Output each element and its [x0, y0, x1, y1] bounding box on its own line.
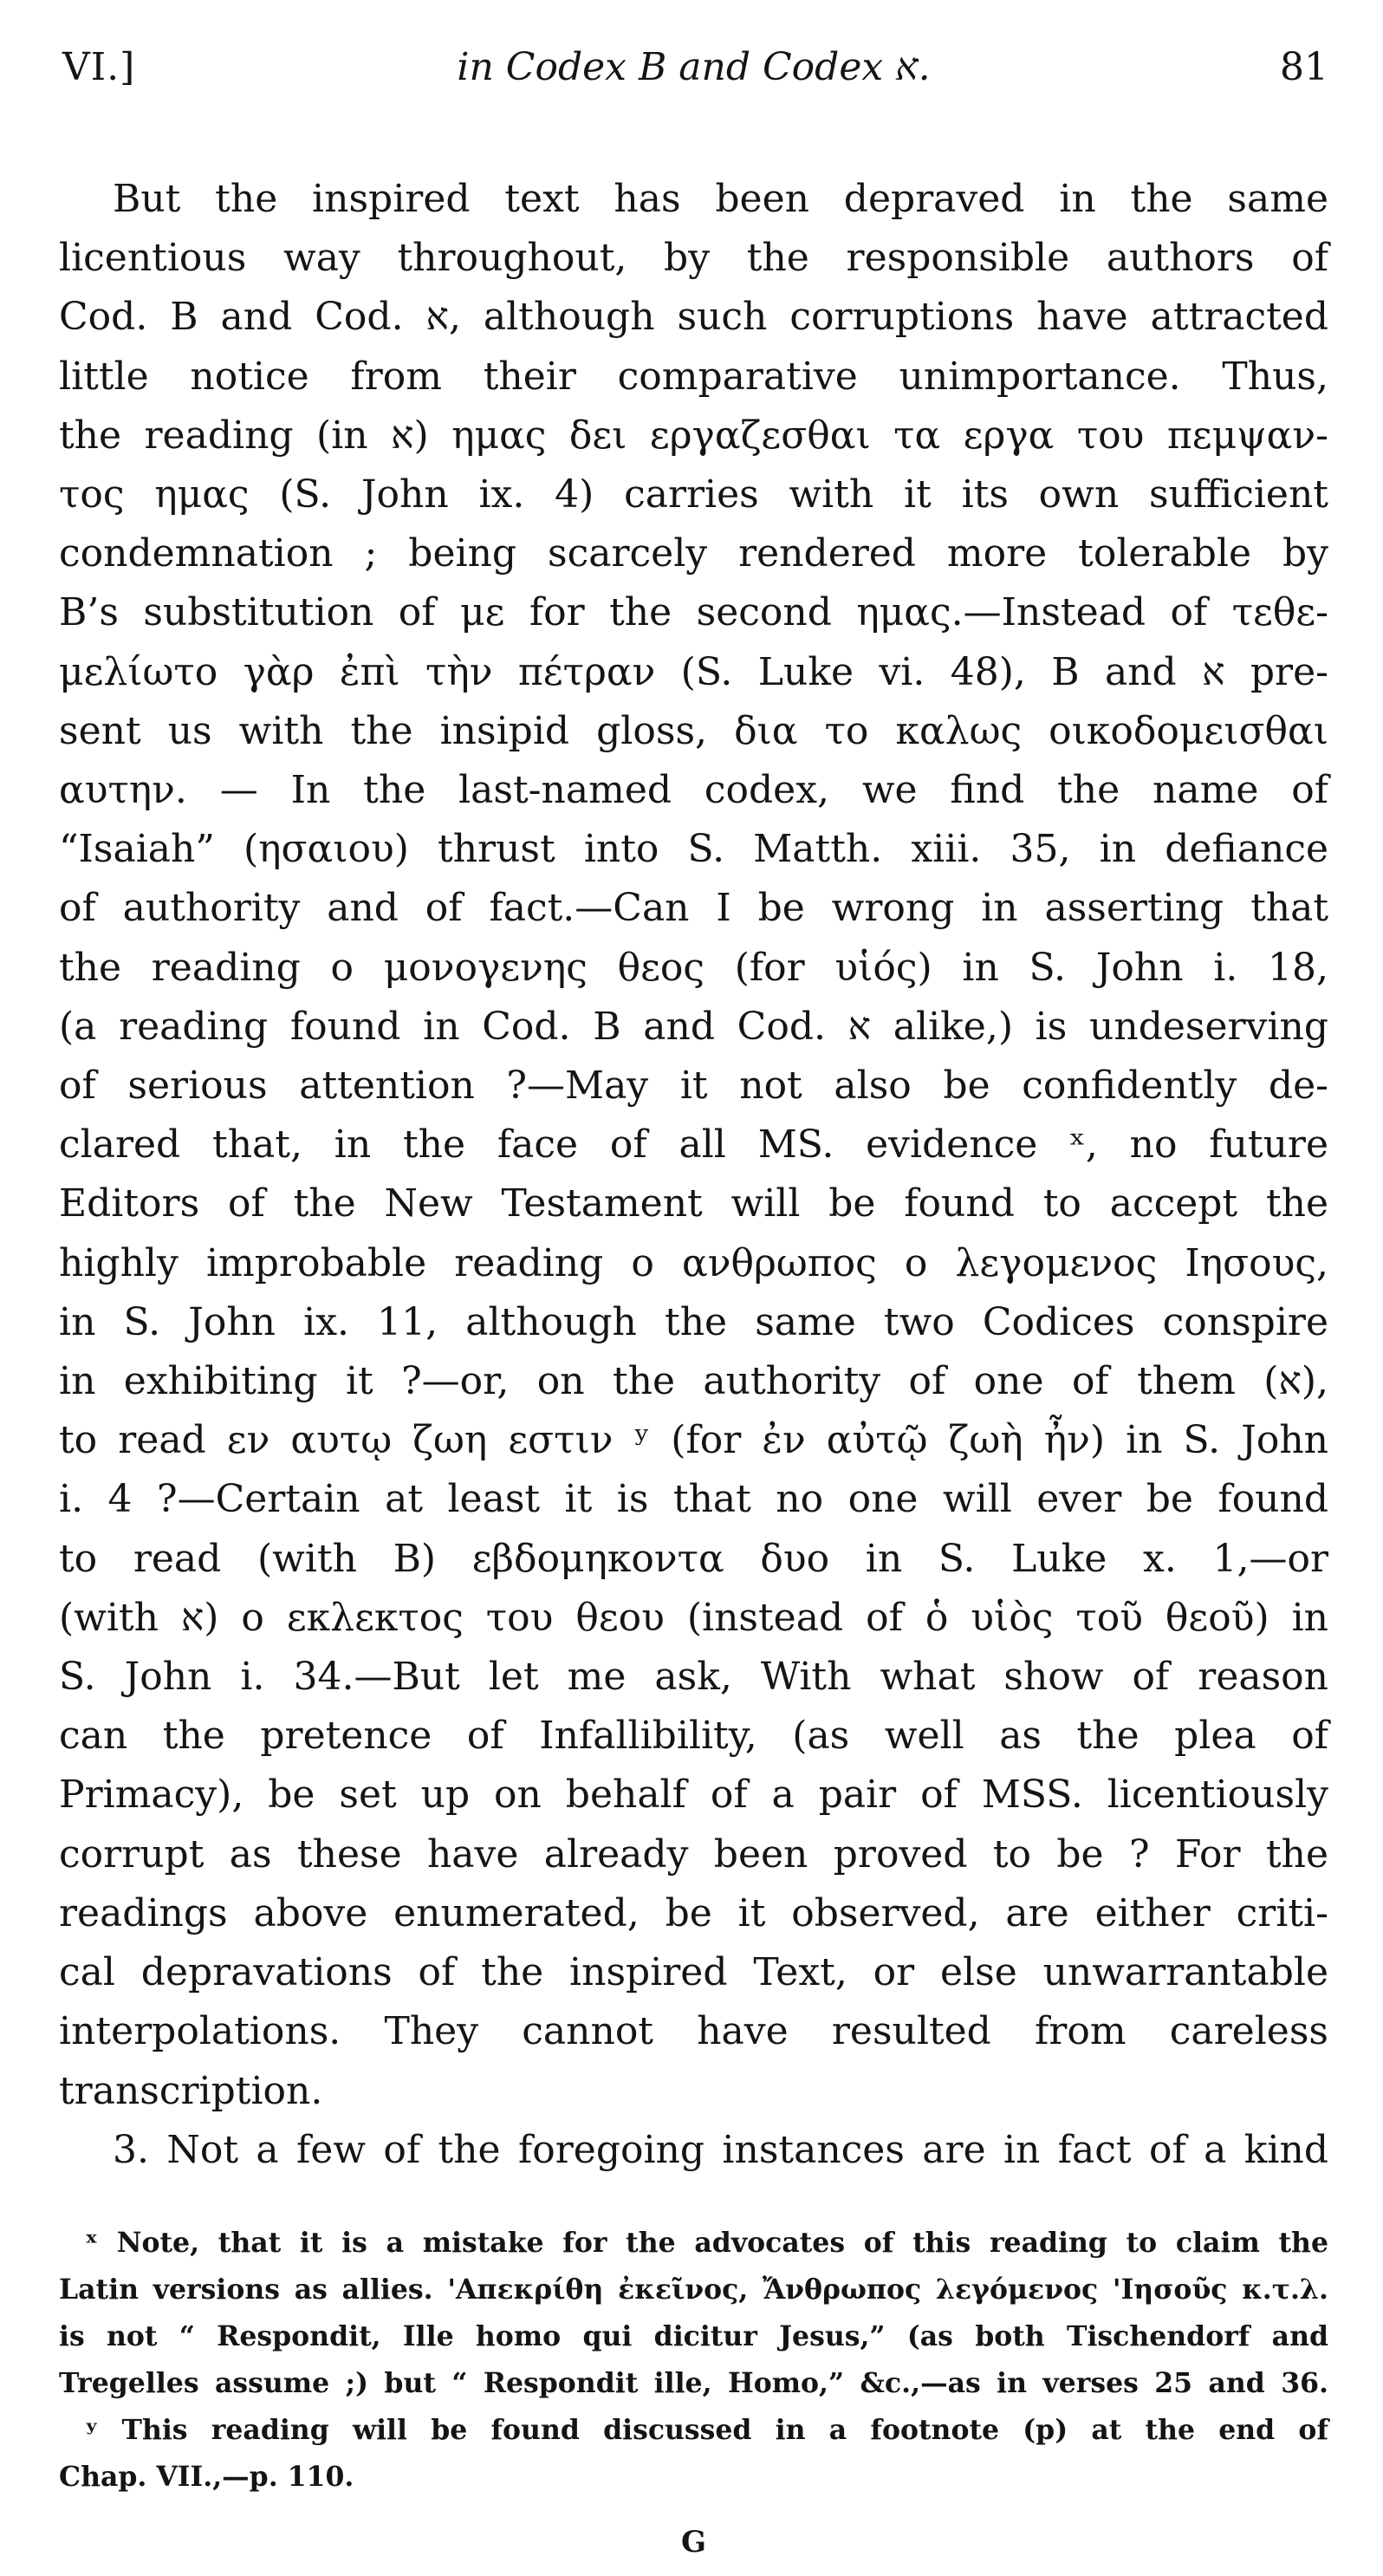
text-line: S. John i. 34.—But let me ask, With what show of reason [59, 1655, 1328, 1700]
page-number: 81 [1280, 45, 1328, 89]
signature-mark: G [680, 2524, 707, 2560]
text-line: “Isaiah” (ησαιου) thrust into S. Matth. xiii. 35, in defiance [59, 827, 1328, 872]
footnote-x-line: Latin versions as allies. 'Απεκρίθη ἐκεῖνος, Ἄνθρωπος λεγόμενος 'Ιησοῦς κ.τ.λ. [59, 2273, 1328, 2306]
running-title: in Codex B and Codex א. [457, 45, 931, 89]
text-line: readings above enumerated, be it observed, are either criti- [59, 1890, 1328, 1935]
text-line: i. 4 ?—Certain at least it is that no one will ever be found [59, 1477, 1328, 1522]
text-line: Editors of the New Testament will be found to accept the [59, 1181, 1328, 1226]
footnote-x-line: Tregelles assume ;) but “ Respondit ille, Homo,” &c.,—as in verses 25 and 36. [59, 2366, 1328, 2399]
text-line: can the pretence of Infallibility, (as well as the plea of [59, 1714, 1328, 1759]
running-head [59, 35, 1328, 101]
chapter-marker: VI.] [62, 45, 136, 89]
text-line: corrupt as these have already been proved to be ? For the [59, 1831, 1328, 1877]
text-line: sent us with the insipid gloss, δια το καλως οικοδομεισθαι [59, 708, 1328, 753]
text-line: highly improbable reading ο ανθρωπος ο λεγομενος Ιησους, [59, 1240, 1328, 1285]
footnote-y-line: Chap. VII.,—p. 110. [59, 2460, 354, 2493]
book-page [59, 35, 1328, 2560]
text-line: to read εν αυτῳ ζωη εστιν ʸ (for ἐν αὐτῷ ζωὴ ἦν) in S. John [59, 1418, 1328, 1463]
text-line: in S. John ix. 11, although the same two Codices conspire [59, 1299, 1328, 1344]
text-line: Cod. B and Cod. א, although such corruptions have attracted [59, 295, 1328, 340]
text-line: in exhibiting it ?—or, on the authority of one of them (א), [59, 1359, 1328, 1404]
text-line: the reading (in א) ημας δει εργαζεσθαι τα εργα του πεμψαν- [59, 413, 1329, 458]
text-line: little notice from their comparative unimportance. Thus, [59, 354, 1328, 399]
text-line: (a reading found in Cod. B and Cod. א alike,) is undeserving [59, 1004, 1328, 1049]
text-line: of serious attention ?—May it not also be confidently de- [59, 1064, 1328, 1109]
text-line: τος ημας (S. John ix. 4) carries with it its own sufficient [59, 472, 1328, 517]
text-line: licentious way throughout, by the responsible authors of [59, 236, 1328, 281]
text-line: to read (with B) εβδομηκοντα δυο in S. Luke x. 1,—or [59, 1536, 1328, 1581]
text-line: interpolations. They cannot have resulted from careless [59, 2009, 1328, 2054]
text-line: the reading ο μονογενης θεος (for υἱός) in S. John i. 18, [59, 945, 1328, 990]
text-line: But the inspired text has been depraved in the same [113, 177, 1328, 221]
text-line: (with א) ο εκλεκτος του θεου (instead of ὁ υἱὸς τοῦ θεοῦ) in [59, 1595, 1328, 1640]
text-line: transcription. [59, 2068, 323, 2113]
footnote-x-line: is not “ Respondit, Ille homo qui dicitur Jesus,” (as both Tischendorf and [59, 2319, 1328, 2352]
text-line: cal depravations of the inspired Text, or else unwarrantable [59, 1950, 1328, 1995]
paragraph [59, 2121, 1328, 2180]
text-line: condemnation ; being scarcely rendered more tolerable by [59, 531, 1328, 576]
footnotes [59, 2220, 1328, 2501]
text-line: of authority and of fact.—Can I be wrong in asserting that [59, 886, 1328, 931]
text-line: B’s substitution of με for the second ημας.—Instead of τεθε- [59, 590, 1328, 635]
paragraph [59, 170, 1328, 2121]
text-line: μελίωτο γὰρ ἐπὶ τὴν πέτραν (S. Luke vi. 48), B and א pre- [59, 649, 1328, 694]
footnote-x-line: ˣ Note, that it is a mistake for the advocates of this reading to claim the [85, 2226, 1328, 2259]
text-line: Primacy), be set up on behalf of a pair of MSS. licentiously [59, 1773, 1328, 1818]
text-line: 3. Not a few of the foregoing instances are in fact of a kind [113, 2127, 1328, 2172]
text-line: αυτην. — In the last-named codex, we find the name of [59, 768, 1328, 813]
footnote-y-line: ʸ This reading will be found discussed in a footnote (p) at the end of [85, 2413, 1328, 2446]
text-line: clared that, in the face of all MS. evidence ˣ, no future [59, 1122, 1328, 1168]
main-text [59, 170, 1328, 2180]
